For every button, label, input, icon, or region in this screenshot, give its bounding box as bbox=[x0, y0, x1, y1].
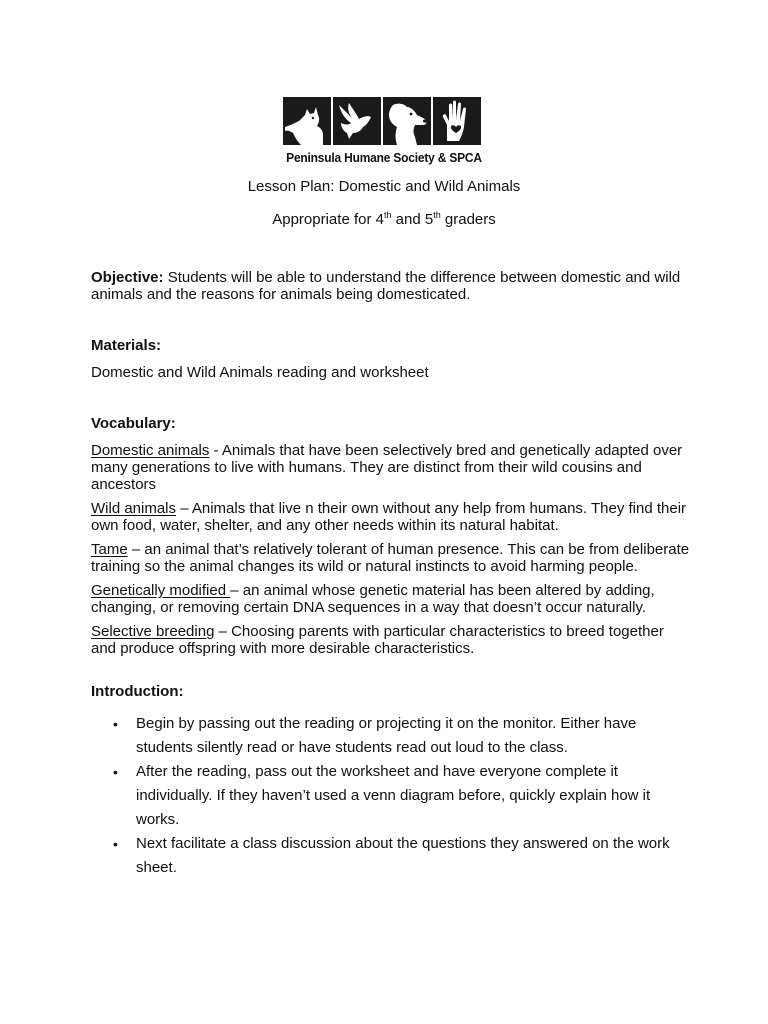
vocabulary-heading: Vocabulary: bbox=[91, 415, 176, 432]
vocab-item-wild-animals bbox=[91, 500, 691, 534]
vocab-definition: - Animals that have been selectively bred and genetically adapted over many generations to live with humans. They are distinct from their wild cousins and ancestors bbox=[91, 442, 683, 493]
vocab-item-genetically-modified bbox=[91, 582, 691, 616]
dog-silhouette-icon bbox=[383, 97, 431, 145]
list-item bbox=[91, 760, 691, 832]
vocab-item-selective-breeding bbox=[91, 623, 691, 657]
vocab-definition: – an animal whose genetic material has been altered by adding, changing, or removing certain DNA sequences in a way that doesn’t occur naturally. bbox=[91, 582, 655, 616]
vocab-term: Genetically modified bbox=[91, 582, 231, 599]
lesson-title: Lesson Plan: Domestic and Wild Animals bbox=[247, 178, 521, 195]
grade-text-suffix: graders bbox=[440, 211, 496, 228]
objective-label: Objective: bbox=[91, 269, 164, 286]
vocab-term: Domestic animals bbox=[91, 442, 210, 459]
lesson-body bbox=[91, 269, 691, 880]
grade-superscript-2: th bbox=[433, 210, 441, 220]
cat-silhouette-icon bbox=[283, 97, 331, 145]
dove-icon bbox=[333, 97, 381, 145]
vocab-definition: – Animals that live n their own without any help from humans. They find their own food, water, shelter, and any other needs within its natural habitat. bbox=[91, 500, 687, 534]
vocab-term: Wild animals bbox=[91, 500, 177, 517]
grade-level bbox=[0, 210, 768, 228]
vocab-definition: – an animal that’s relatively tolerant of human presence. This can be from deliberate training so the animal changes its wild or natural instincts to avoid harming people. bbox=[91, 541, 690, 575]
list-item bbox=[91, 832, 691, 880]
vocab-definition: – Choosing parents with particular characteristics to breed together and produce offspring with more desirable characteristics. bbox=[91, 623, 664, 657]
vocab-term: Selective breeding bbox=[91, 623, 215, 640]
grade-text-prefix: Appropriate for 4 bbox=[272, 211, 384, 228]
list-item-text: Begin by passing out the reading or projecting it on the monitor. Either have students silently read or have students read out loud to the class. bbox=[136, 715, 637, 756]
hand-heart-icon bbox=[433, 97, 481, 145]
organization-logo bbox=[283, 97, 481, 145]
introduction-list bbox=[91, 712, 691, 880]
grade-superscript-1: th bbox=[383, 210, 392, 220]
vocab-item-domestic-animals bbox=[91, 442, 691, 493]
materials-text: Domestic and Wild Animals reading and worksheet bbox=[91, 364, 429, 381]
grade-text-middle: and 5 bbox=[391, 211, 434, 228]
bullet-icon: • bbox=[113, 716, 118, 732]
vocab-item-tame bbox=[91, 541, 691, 575]
list-item-text: After the reading, pass out the worksheet and have everyone complete it individually. If they haven’t used a venn diagram before, quickly explain how it works. bbox=[136, 763, 651, 828]
bullet-icon: • bbox=[113, 836, 118, 852]
organization-name: Peninsula Humane Society & SPCA bbox=[286, 150, 482, 165]
list-item-text: Next facilitate a class discussion about the questions they answered on the work sheet. bbox=[136, 835, 670, 876]
objective-text: Students will be able to understand the difference between domestic and wild animals and the reasons for animals being domesticated. bbox=[91, 269, 681, 303]
bullet-icon: • bbox=[113, 764, 118, 780]
list-item bbox=[91, 712, 691, 760]
materials-heading: Materials: bbox=[91, 337, 162, 354]
introduction-heading: Introduction: bbox=[91, 683, 184, 700]
vocab-term: Tame bbox=[91, 541, 128, 558]
objective-section bbox=[91, 269, 691, 303]
